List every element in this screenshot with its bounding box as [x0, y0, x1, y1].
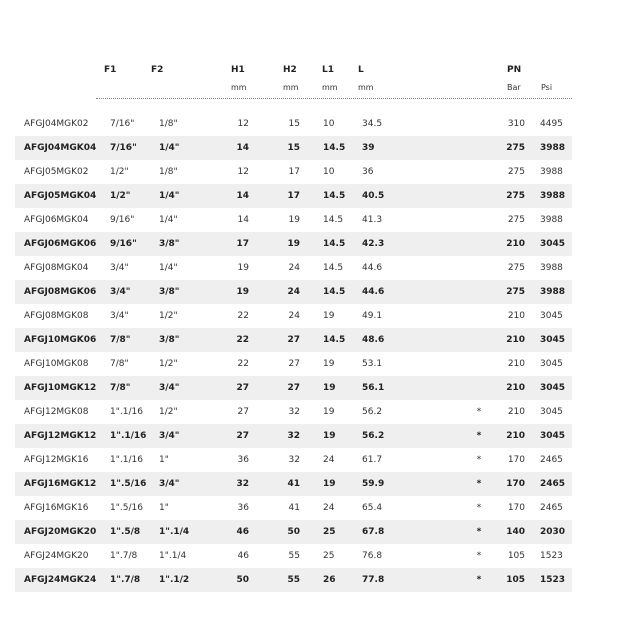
cell-f2: 1".1/4 [159, 551, 187, 561]
cell-h1: 14 [236, 191, 249, 201]
unit-l: mm [358, 83, 374, 92]
cell-h2: 19 [287, 239, 300, 249]
cell-h2: 24 [288, 311, 300, 321]
cell-h2: 41 [288, 503, 300, 513]
cell-star: * [476, 551, 482, 561]
cell-psi: 3045 [540, 407, 563, 417]
cell-h2: 27 [287, 335, 300, 345]
cell-l1: 26 [323, 575, 336, 585]
cell-code: AFGJ05MGK04 [24, 191, 97, 201]
cell-f1: 7/8" [110, 383, 131, 393]
cell-bar: 275 [507, 263, 525, 273]
cell-l1: 19 [323, 311, 335, 321]
table-row [15, 520, 572, 544]
cell-l1: 19 [323, 407, 335, 417]
header-l: L [358, 65, 364, 75]
table-row [15, 184, 572, 208]
cell-l: 59.9 [362, 479, 385, 489]
cell-psi: 2030 [540, 527, 566, 537]
cell-h1: 32 [236, 479, 249, 489]
cell-l1: 10 [323, 119, 335, 129]
table-row [15, 160, 572, 184]
cell-l1: 14.5 [323, 215, 344, 225]
cell-h2: 41 [287, 479, 300, 489]
table-row [15, 472, 572, 496]
cell-h1: 46 [237, 551, 249, 561]
cell-code: AFGJ24MGK24 [24, 575, 97, 585]
cell-f2: 1/2" [159, 359, 178, 369]
cell-star: * [476, 527, 482, 537]
header-h2: H2 [283, 65, 297, 75]
cell-h1: 14 [237, 215, 249, 225]
cell-psi: 3045 [540, 311, 563, 321]
cell-h2: 32 [288, 407, 300, 417]
cell-bar: 210 [506, 383, 525, 393]
cell-bar: 275 [507, 215, 525, 225]
table-row [15, 208, 572, 232]
cell-code: AFGJ08MGK06 [24, 287, 97, 297]
cell-code: AFGJ10MGK12 [24, 383, 97, 393]
cell-h1: 46 [236, 527, 249, 537]
cell-l: 42.3 [362, 239, 385, 249]
cell-f2: 1/4" [159, 263, 178, 273]
cell-h1: 12 [237, 119, 249, 129]
cell-f1: 1".5/16 [110, 503, 143, 513]
cell-code: AFGJ12MGK12 [24, 431, 97, 441]
table-row [15, 544, 572, 568]
table-row [15, 496, 572, 520]
cell-f1: 1".1/16 [110, 407, 143, 417]
cell-f2: 1/4" [159, 191, 180, 201]
cell-l1: 24 [323, 455, 335, 465]
cell-l: 56.2 [362, 431, 385, 441]
cell-bar: 275 [507, 167, 525, 177]
cell-l: 65.4 [362, 503, 383, 513]
cell-code: AFGJ08MGK08 [24, 311, 89, 321]
cell-l: 34.5 [362, 119, 383, 129]
cell-l1: 24 [323, 503, 335, 513]
cell-h1: 36 [237, 455, 249, 465]
cell-l1: 25 [323, 527, 336, 537]
cell-f1: 1/2" [110, 191, 131, 201]
cell-star [475, 256, 483, 280]
cell-bar: 275 [506, 191, 525, 201]
cell-f1: 3/4" [110, 311, 129, 321]
cell-f1: 7/8" [110, 359, 129, 369]
table-row [15, 400, 572, 424]
cell-psi: 1523 [540, 575, 566, 585]
cell-l: 76.8 [362, 551, 383, 561]
cell-psi: 2465 [540, 455, 563, 465]
cell-star [475, 328, 483, 352]
cell-l: 41.3 [362, 215, 383, 225]
cell-star [475, 352, 483, 376]
cell-psi: 1523 [540, 551, 563, 561]
cell-bar: 210 [506, 335, 525, 345]
cell-f2: 1/2" [159, 311, 178, 321]
cell-f1: 1".7/8 [110, 551, 138, 561]
cell-h1: 50 [236, 575, 249, 585]
cell-f1: 3/4" [110, 287, 131, 297]
table-row [15, 568, 572, 592]
cell-f2: 3/4" [159, 383, 180, 393]
cell-psi: 2465 [540, 503, 563, 513]
cell-l1: 19 [323, 383, 336, 393]
cell-f2: 1/4" [159, 215, 178, 225]
cell-star [475, 280, 483, 304]
table-row [15, 352, 572, 376]
cell-l: 48.6 [362, 335, 385, 345]
cell-code: AFGJ20MGK20 [24, 527, 97, 537]
header-divider [96, 98, 572, 99]
cell-psi: 2465 [540, 479, 566, 489]
header-h1: H1 [231, 65, 245, 75]
header-f1: F1 [104, 65, 117, 75]
cell-star [475, 160, 483, 184]
unit-psi: Psi [541, 83, 553, 92]
cell-psi: 3045 [540, 239, 566, 249]
cell-h2: 24 [287, 287, 300, 297]
cell-h1: 19 [237, 263, 249, 273]
cell-h2: 15 [287, 143, 300, 153]
cell-l: 36 [362, 167, 374, 177]
cell-psi: 4495 [540, 119, 563, 129]
cell-psi: 3988 [540, 287, 566, 297]
cell-bar: 170 [507, 455, 525, 465]
cell-psi: 3988 [540, 215, 563, 225]
cell-l1: 14.5 [323, 239, 346, 249]
table-row [15, 376, 572, 400]
cell-f2: 3/8" [159, 239, 180, 249]
cell-f2: 1" [159, 503, 169, 513]
cell-star: * [476, 431, 482, 441]
cell-l1: 19 [323, 359, 335, 369]
cell-f1: 1".1/16 [110, 455, 143, 465]
cell-l: 77.8 [362, 575, 385, 585]
cell-h1: 27 [237, 407, 249, 417]
cell-star [475, 304, 483, 328]
cell-f1: 1".1/16 [110, 431, 147, 441]
cell-l: 39 [362, 143, 375, 153]
cell-l: 56.1 [362, 383, 385, 393]
cell-f1: 1/2" [110, 167, 129, 177]
cell-f2: 3/4" [159, 479, 180, 489]
unit-l1: mm [322, 83, 338, 92]
cell-psi: 3045 [540, 431, 566, 441]
cell-f2: 1" [159, 455, 169, 465]
cell-psi: 3045 [540, 335, 566, 345]
cell-star [475, 184, 483, 208]
cell-f1: 9/16" [110, 239, 137, 249]
table-row [15, 112, 572, 136]
cell-code: AFGJ04MGK02 [24, 119, 89, 129]
cell-h2: 50 [287, 527, 300, 537]
cell-h1: 36 [237, 503, 249, 513]
cell-f1: 1".5/16 [110, 479, 147, 489]
cell-l1: 14.5 [323, 263, 344, 273]
cell-psi: 3988 [540, 167, 563, 177]
cell-star [475, 232, 483, 256]
cell-code: AFGJ24MGK20 [24, 551, 89, 561]
cell-f1: 1".5/8 [110, 527, 141, 537]
cell-l1: 19 [323, 479, 336, 489]
header-f2: F2 [151, 65, 164, 75]
cell-star [475, 208, 483, 232]
cell-star [475, 112, 483, 136]
table-row [15, 136, 572, 160]
cell-f2: 1/8" [159, 119, 178, 129]
cell-code: AFGJ06MGK04 [24, 215, 89, 225]
cell-l: 44.6 [362, 263, 383, 273]
cell-bar: 275 [506, 143, 525, 153]
cell-h2: 17 [287, 191, 300, 201]
cell-star [475, 136, 483, 160]
cell-l: 53.1 [362, 359, 383, 369]
cell-h1: 14 [236, 143, 249, 153]
cell-f1: 7/8" [110, 335, 131, 345]
cell-l1: 14.5 [323, 191, 346, 201]
cell-l: 61.7 [362, 455, 383, 465]
cell-h2: 32 [288, 455, 300, 465]
cell-code: AFGJ06MGK06 [24, 239, 97, 249]
cell-f2: 3/8" [159, 287, 180, 297]
cell-star: * [476, 455, 482, 465]
cell-star: * [476, 503, 482, 513]
cell-f1: 9/16" [110, 215, 135, 225]
cell-bar: 170 [507, 503, 525, 513]
cell-l1: 14.5 [323, 143, 346, 153]
cell-h1: 19 [236, 287, 249, 297]
table-row [15, 328, 572, 352]
unit-bar: Bar [507, 83, 521, 92]
cell-h2: 27 [288, 359, 300, 369]
cell-f2: 1".1/2 [159, 575, 190, 585]
cell-bar: 310 [507, 119, 525, 129]
cell-f1: 1".7/8 [110, 575, 141, 585]
cell-h1: 22 [236, 335, 249, 345]
cell-h2: 27 [287, 383, 300, 393]
cell-code: AFGJ16MGK16 [24, 503, 89, 513]
cell-bar: 105 [507, 551, 525, 561]
cell-h1: 27 [236, 383, 249, 393]
cell-f2: 1/2" [159, 407, 178, 417]
cell-l: 40.5 [362, 191, 385, 201]
cell-psi: 3988 [540, 191, 566, 201]
cell-f2: 1".1/4 [159, 527, 190, 537]
table-row [15, 448, 572, 472]
cell-psi: 3988 [540, 143, 566, 153]
cell-h2: 55 [287, 575, 300, 585]
cell-code: AFGJ12MGK08 [24, 407, 89, 417]
cell-h2: 19 [288, 215, 300, 225]
unit-h1: mm [231, 83, 247, 92]
cell-l1: 25 [323, 551, 335, 561]
cell-code: AFGJ12MGK16 [24, 455, 89, 465]
cell-f2: 3/8" [159, 335, 180, 345]
cell-bar: 210 [507, 407, 525, 417]
cell-f2: 3/4" [159, 431, 180, 441]
cell-f2: 1/4" [159, 143, 180, 153]
cell-l1: 19 [323, 431, 336, 441]
cell-l1: 14.5 [323, 287, 346, 297]
cell-l1: 14.5 [323, 335, 346, 345]
table-row [15, 256, 572, 280]
table-row [15, 304, 572, 328]
cell-h2: 15 [288, 119, 300, 129]
cell-f1: 7/16" [110, 119, 135, 129]
cell-code: AFGJ04MGK04 [24, 143, 97, 153]
cell-l: 67.8 [362, 527, 385, 537]
cell-code: AFGJ08MGK04 [24, 263, 89, 273]
table-row [15, 232, 572, 256]
cell-bar: 105 [506, 575, 525, 585]
cell-l: 49.1 [362, 311, 383, 321]
cell-code: AFGJ16MGK12 [24, 479, 97, 489]
cell-psi: 3045 [540, 383, 566, 393]
cell-star: * [476, 407, 482, 417]
cell-h1: 27 [236, 431, 249, 441]
cell-bar: 170 [506, 479, 525, 489]
cell-h1: 12 [237, 167, 249, 177]
cell-bar: 210 [507, 311, 525, 321]
cell-f1: 7/16" [110, 143, 137, 153]
cell-bar: 210 [506, 239, 525, 249]
cell-code: AFGJ10MGK08 [24, 359, 89, 369]
cell-f1: 3/4" [110, 263, 129, 273]
cell-star: * [476, 479, 482, 489]
cell-bar: 275 [506, 287, 525, 297]
cell-star [475, 376, 483, 400]
cell-l1: 10 [323, 167, 335, 177]
table-row [15, 424, 572, 448]
cell-bar: 210 [507, 359, 525, 369]
cell-h1: 22 [237, 359, 249, 369]
header-pn: PN [507, 65, 522, 75]
cell-bar: 140 [506, 527, 525, 537]
cell-h2: 32 [287, 431, 300, 441]
cell-h1: 22 [237, 311, 249, 321]
cell-psi: 3988 [540, 263, 563, 273]
cell-star: * [476, 575, 482, 585]
cell-l: 44.6 [362, 287, 385, 297]
table-row [15, 280, 572, 304]
cell-psi: 3045 [540, 359, 563, 369]
unit-h2: mm [283, 83, 299, 92]
cell-bar: 210 [506, 431, 525, 441]
cell-h1: 17 [236, 239, 249, 249]
cell-h2: 55 [288, 551, 300, 561]
cell-l: 56.2 [362, 407, 383, 417]
cell-code: AFGJ05MGK02 [24, 167, 89, 177]
cell-h2: 24 [288, 263, 300, 273]
cell-f2: 1/8" [159, 167, 178, 177]
cell-code: AFGJ10MGK06 [24, 335, 97, 345]
cell-h2: 17 [288, 167, 300, 177]
header-l1: L1 [322, 65, 334, 75]
